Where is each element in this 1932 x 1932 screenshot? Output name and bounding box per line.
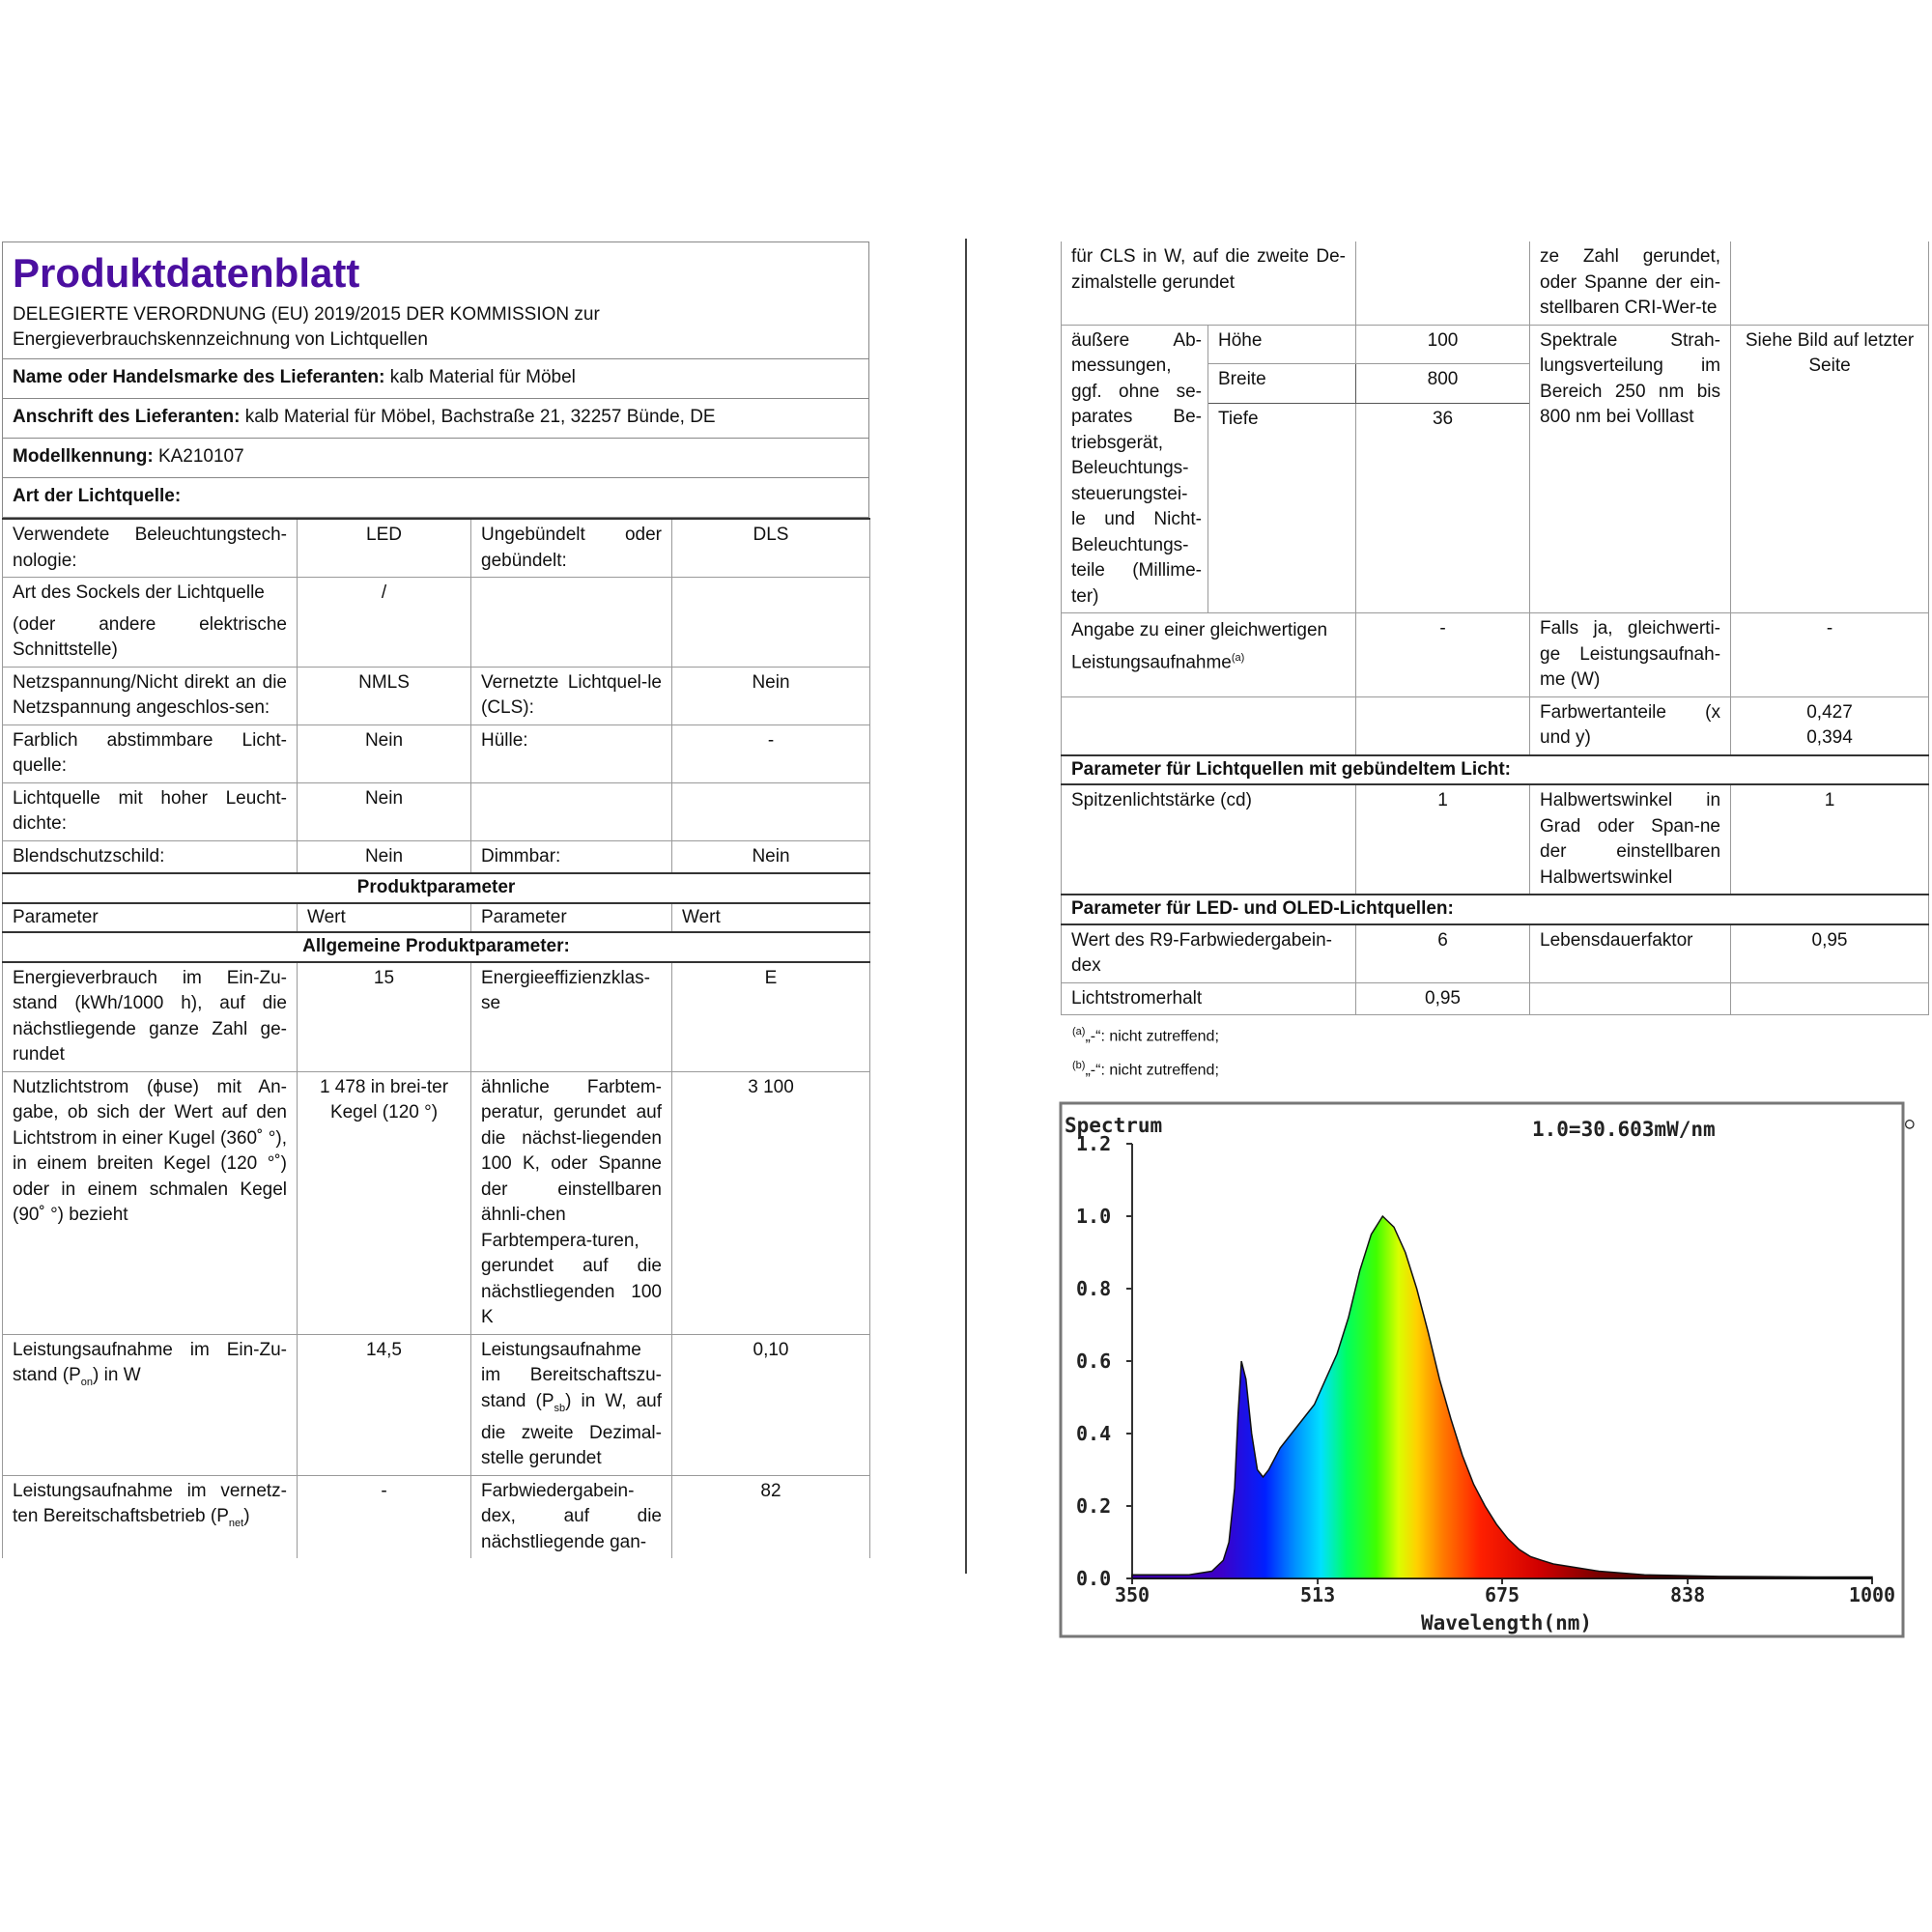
address-row [3,398,868,438]
socket-label: Art des Sockels der Lichtquelle [13,582,265,603]
x-tick-label: 1000 [1848,1583,1896,1606]
dim-value: 36 [1356,404,1530,613]
param-label: Wert des R9-Farbwiedergabein-dex [1062,924,1356,983]
param-label [471,782,672,840]
model-label: Modellkennung: [13,446,154,467]
param-label: Spitzenlichtstärke (cd) [1062,784,1356,895]
param-value: 0,10 [672,1334,870,1475]
param-label: Lichtquelle mit hoher Leucht-dichte: [3,782,298,840]
footnote-a-sup: (a) [1072,1026,1086,1037]
param-value [1731,242,1929,325]
param-value: 1 478 in brei-ter Kegel (120 °) [298,1071,471,1334]
param-label: Lichtstromerhalt [1062,982,1356,1015]
product-params-heading: Produktparameter [3,873,870,903]
x-tick-label: 350 [1114,1583,1151,1606]
x-tick-label: 513 [1300,1583,1336,1606]
table-row [3,667,870,724]
page-title: Produktdatenblatt [13,250,360,296]
footnote-b-text: „-“: nicht zutreffend; [1085,1062,1219,1079]
table-row [3,840,870,873]
param-label: Hülle: [471,724,672,782]
x-axis-label: Wavelength(nm) [1421,1611,1593,1634]
table-header-row [3,903,870,933]
supplier-value: kalb Material für Möbel [389,367,576,387]
param-value: - [298,1475,471,1558]
param-value [672,578,870,668]
param-value: 0,95 [1731,924,1929,983]
table-row [1062,613,1929,697]
y-ticks [1076,1132,1132,1590]
param-label [3,1475,298,1558]
right-edge-marks [1905,1114,1915,1132]
column-divider [965,239,967,1574]
param-label [3,1334,298,1475]
param-value: Nein [298,840,471,873]
param-value: 14,5 [298,1334,471,1475]
table-row [1062,755,1929,785]
y-tick-label: 0.2 [1076,1494,1112,1518]
y-tick-label: 0.4 [1076,1422,1112,1445]
table-row [3,1071,870,1334]
param-value [1356,242,1530,325]
param-value: 15 [298,962,471,1072]
x-tick-label: 675 [1484,1583,1520,1606]
lightsource-type-row [3,477,868,517]
param-value: LED [298,519,471,578]
y-tick-label: 0.0 [1076,1567,1112,1590]
param-label: ähnliche Farbtem-peratur, gerundet auf die nächst-liegenden 100 K, oder Spanne der einstellbaren ähnli-chen Farbtempera-turen, gerundet auf die nächstliegenden 100 K [471,1071,672,1334]
param-value: - [672,724,870,782]
param-label: Falls ja, gleichwerti-ge Leistungsaufnah-me (W) [1530,613,1731,697]
param-value: Nein [672,667,870,724]
dim-name: Tiefe [1208,404,1356,613]
param-label: Ungebündelt oder gebündelt: [471,519,672,578]
y-tick-label: 0.6 [1076,1350,1112,1373]
table-row [1062,784,1929,895]
param-label: Dimmbar: [471,840,672,873]
footnote-b-sup: (b) [1072,1060,1086,1072]
col-header-param: Parameter [471,903,672,933]
param-value: E [672,962,870,1072]
footnote-b [1061,1051,1928,1085]
param-value: 1 [1731,784,1929,895]
table-row [3,962,870,1072]
header-box [2,242,869,518]
x-tick-label: 838 [1670,1583,1706,1606]
table-row [1062,242,1929,325]
param-label [1062,613,1356,697]
dim-value: 800 [1356,364,1530,404]
param-label: Blendschutzschild: [3,840,298,873]
table-row [3,1475,870,1558]
table-row [3,519,870,578]
chart-title: Spectrum [1065,1114,1163,1137]
right-params-table [1061,242,1929,1015]
pon-label-end: ) in W [93,1365,141,1385]
regulation-line-1: DELEGIERTE VERORDNUNG (EU) 2019/2015 DER KOMMISSION zur [13,304,600,325]
dim-value: 100 [1356,325,1530,364]
footnote-a-text: „-“: nicht zutreffend; [1085,1028,1219,1045]
right-column [1061,242,1928,1086]
param-label: Energieverbrauch im Ein-Zu-stand (kWh/1000 h), auf die nächstliegende ganze Zahl ge-rundet [3,962,298,1072]
led-heading: Parameter für LED- und OLED-Lichtquellen: [1062,895,1929,924]
param-value: 82 [672,1475,870,1558]
param-value: 1 [1356,784,1530,895]
supplier-label: Name oder Handelsmarke des Lieferanten: [13,367,385,387]
pnet-label-end: ) [243,1506,250,1527]
equiv-sup: (a) [1231,652,1245,664]
psb-sub: sb [554,1402,566,1414]
param-value: 3 100 [672,1071,870,1334]
table-row [3,782,870,840]
param-value: 6 [1356,924,1530,983]
pnet-sub: net [228,1518,244,1530]
spectrum-area [1132,1216,1872,1578]
general-params-heading: Allgemeine Produktparameter: [3,932,870,962]
param-value: Nein [298,724,471,782]
param-label [3,578,298,668]
table-row [3,932,870,962]
param-label [1530,982,1731,1015]
param-label: Lebensdauerfaktor [1530,924,1731,983]
param-label: ze Zahl gerundet, oder Spanne der ein-stellbaren CRI-Wer-te [1530,242,1731,325]
lightsource-type-label: Art der Lichtquelle: [13,486,182,506]
param-value: - [1731,613,1929,697]
y-tick-label: 1.2 [1076,1132,1112,1155]
param-label: Halbwertswinkel in Grad oder Span-ne der einstellbaren Halbwertswinkel [1530,784,1731,895]
spectral-label: Spektrale Strah-lungsverteilung im Bereich 250 nm bis 800 nm bei Volllast [1530,325,1731,613]
model-value: KA210107 [157,446,244,467]
param-label: Nutzlichtstrom (ϕuse) mit An-gabe, ob sich der Wert auf den Lichtstrom in einer Kugel (360˚ °), in einem breiten Kegel (120 °˚) oder in einem schmalen Kegel (90˚ °) bezieht [3,1071,298,1334]
address-value: kalb Material für Möbel, Bachstraße 21, 32257 Bünde, DE [244,407,716,427]
param-label: Farblich abstimmbare Licht-quelle: [3,724,298,782]
param-value: Nein [672,840,870,873]
regulation-line-2: Energieverbrauchskennzeichnung von Lichtquellen [13,329,428,350]
chroma-x: 0,427 [1806,701,1853,723]
param-value [672,782,870,840]
y-tick-label: 0.8 [1076,1277,1112,1300]
chroma-y: 0,394 [1806,727,1853,748]
param-label: Vernetzte Lichtquel-le (CLS): [471,667,672,724]
param-value: NMLS [298,667,471,724]
table-row [3,873,870,903]
y-tick-label: 1.0 [1076,1205,1112,1228]
param-label: Verwendete Beleuchtungstech-nologie: [3,519,298,578]
param-value [1731,982,1929,1015]
edge-mark: ○ [1905,1114,1915,1132]
directional-heading: Parameter für Lichtquellen mit gebündeltem Licht: [1062,755,1929,785]
spectral-value: Siehe Bild auf letzter Seite [1731,325,1929,613]
param-value: Nein [298,782,471,840]
param-value [1731,696,1929,755]
table-row [3,724,870,782]
regulation-text [3,302,868,358]
equiv-label: Angabe zu einer gleichwertigen Leistungsaufnahme [1071,620,1328,673]
param-label: Energieeffizienzklas-se [471,962,672,1072]
param-label [1062,696,1356,755]
param-value: 0,95 [1356,982,1530,1015]
spectrum-chart [1059,1097,1918,1638]
col-header-value: Wert [298,903,471,933]
supplier-row [3,358,868,398]
dim-name: Breite [1208,364,1356,404]
param-label [471,578,672,668]
x-ticks [1115,1578,1895,1606]
table-row [3,578,870,668]
lightsource-type-table [2,518,870,1558]
param-label: Farbwiedergabein-dex, auf die nächstliegende gan- [471,1475,672,1558]
table-row [1062,895,1929,924]
psb-label-end: ) in W, auf die zweite Dezimal-stelle gerundet [481,1390,662,1469]
socket-label-cont: (oder andere elektrische Schnittstelle) [13,613,287,660]
chart-readout: 1.0=30.603mW/nm [1532,1118,1716,1141]
model-row [3,438,868,477]
param-value: / [298,578,471,668]
param-value: DLS [672,519,870,578]
table-row [1062,325,1929,364]
table-row [1062,982,1929,1015]
col-header-param: Parameter [3,903,298,933]
dimensions-label: äußere Ab-messungen, ggf. ohne se-parates Be-triebsgerät, Beleuchtungs-steuerungstei-le und Nicht-Beleuchtungs-teile (Millime-ter) [1062,325,1208,613]
address-label: Anschrift des Lieferanten: [13,407,241,427]
param-value: - [1356,613,1530,697]
param-label: Netzspannung/Nicht direkt an die Netzspannung angeschlos-sen: [3,667,298,724]
footnote-a [1061,1017,1928,1051]
left-column [2,242,869,1558]
dim-name: Höhe [1208,325,1356,364]
col-header-value: Wert [672,903,870,933]
param-label: für CLS in W, auf die zweite De-zimalstelle gerundet [1062,242,1356,325]
table-row [1062,924,1929,983]
pon-sub: on [80,1376,94,1388]
psb-label: Leistungsaufnahme im Bereitschaftszu-stand (P [481,1339,662,1411]
table-row [1062,696,1929,755]
table-row [3,1334,870,1475]
pon-label: Leistungsaufnahme im Ein-Zu-stand (P [13,1339,287,1385]
pnet-label: Leistungsaufnahme im vernetz-ten Bereitschaftsbetrieb (P [13,1480,287,1527]
param-label [471,1334,672,1475]
param-label: Farbwertanteile (x und y) [1530,696,1731,755]
param-value [1356,696,1530,755]
